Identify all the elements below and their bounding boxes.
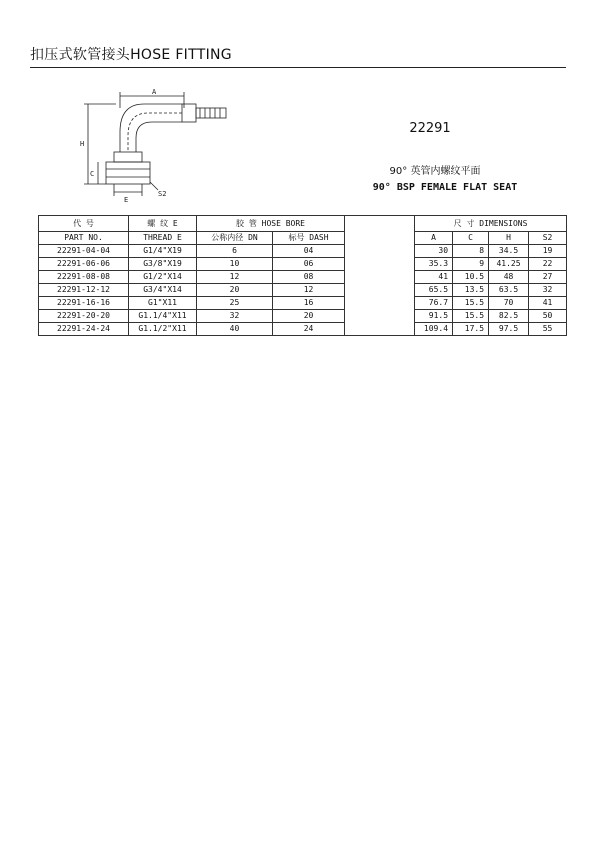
table-row (39, 284, 567, 297)
header-divider (30, 67, 566, 68)
bend-outer (120, 104, 182, 152)
cell-c: 8 (453, 245, 489, 258)
header-s2: S2 (529, 232, 567, 245)
cell-thread: G1.1/2"X11 (129, 323, 197, 336)
cell-s2: 32 (529, 284, 567, 297)
table-subheader-row (39, 232, 567, 245)
cell-dash: 12 (273, 284, 345, 297)
cell-part-no: 22291-20-20 (39, 310, 129, 323)
description-chinese: 90° 英管内螺纹平面 (389, 166, 481, 177)
cell-h: 41.25 (489, 258, 529, 271)
cell-dn: 20 (197, 284, 273, 297)
cell-a: 65.5 (415, 284, 453, 297)
cell-dn: 40 (197, 323, 273, 336)
header-c: C (453, 232, 489, 245)
cell-dash: 04 (273, 245, 345, 258)
cell-dash: 08 (273, 271, 345, 284)
cell-h: 63.5 (489, 284, 529, 297)
cell-thread: G1/4"X19 (129, 245, 197, 258)
specification-table (38, 215, 567, 336)
label-s2: S2 (158, 190, 167, 198)
cell-h: 97.5 (489, 323, 529, 336)
cell-c: 17.5 (453, 323, 489, 336)
cell-part-no: 22291-08-08 (39, 271, 129, 284)
blank-column (345, 216, 415, 336)
label-c: C (90, 170, 95, 178)
hose-stem (196, 108, 226, 118)
cell-s2: 22 (529, 258, 567, 271)
table-row (39, 310, 567, 323)
header-dash: 标号 DASH (273, 232, 345, 245)
table-row (39, 297, 567, 310)
hex-nut (106, 162, 150, 184)
cell-dash: 20 (273, 310, 345, 323)
cell-part-no: 22291-16-16 (39, 297, 129, 310)
cell-part-no: 22291-04-04 (39, 245, 129, 258)
cell-c: 10.5 (453, 271, 489, 284)
cell-dn: 6 (197, 245, 273, 258)
cell-thread: G1.1/4"X11 (129, 310, 197, 323)
cell-thread: G1/2"X14 (129, 271, 197, 284)
table-row (39, 323, 567, 336)
cell-c: 15.5 (453, 310, 489, 323)
cell-thread: G3/4"X14 (129, 284, 197, 297)
table-row (39, 258, 567, 271)
cell-s2: 50 (529, 310, 567, 323)
cell-h: 34.5 (489, 245, 529, 258)
header-hose-bore: 胶 管 HOSE BORE (197, 216, 345, 232)
cell-s2: 27 (529, 271, 567, 284)
cell-c: 13.5 (453, 284, 489, 297)
cell-dash: 16 (273, 297, 345, 310)
header-dimensions: 尺 寸 DIMENSIONS (415, 216, 567, 232)
header-dn: 公称内径 DN (197, 232, 273, 245)
cell-s2: 41 (529, 297, 567, 310)
neck (114, 152, 142, 162)
cell-h: 82.5 (489, 310, 529, 323)
header-thread: 螺 纹 E (129, 216, 197, 232)
label-a: A (152, 88, 157, 96)
header-h: H (489, 232, 529, 245)
cell-s2: 19 (529, 245, 567, 258)
cell-dn: 32 (197, 310, 273, 323)
description-english: 90° BSP FEMALE FLAT SEAT (372, 182, 518, 193)
cell-dash: 24 (273, 323, 345, 336)
cell-h: 70 (489, 297, 529, 310)
cell-a: 30 (415, 245, 453, 258)
cell-c: 9 (453, 258, 489, 271)
cell-a: 41 (415, 271, 453, 284)
cell-thread: G3/8"X19 (129, 258, 197, 271)
table-row (39, 245, 567, 258)
cell-dn: 10 (197, 258, 273, 271)
cell-part-no: 22291-12-12 (39, 284, 129, 297)
cell-a: 109.4 (415, 323, 453, 336)
fitting-drawing (72, 86, 252, 206)
cell-a: 35.3 (415, 258, 453, 271)
s2-leader (150, 182, 158, 190)
table-header-row (39, 216, 567, 232)
cell-s2: 55 (529, 323, 567, 336)
header-code: 代 号 (39, 216, 129, 232)
page-title: 扣压式软管接头HOSE FITTING (30, 47, 232, 63)
cell-a: 91.5 (415, 310, 453, 323)
cell-h: 48 (489, 271, 529, 284)
cell-part-no: 22291-24-24 (39, 323, 129, 336)
header-part-no: PART NO. (39, 232, 129, 245)
cell-part-no: 22291-06-06 (39, 258, 129, 271)
model-number: 22291 (409, 121, 451, 136)
cell-c: 15.5 (453, 297, 489, 310)
bend-inner (136, 122, 182, 152)
table-row (39, 271, 567, 284)
label-h: H (80, 140, 85, 148)
label-e: E (124, 196, 129, 204)
header-a: A (415, 232, 453, 245)
cell-dn: 12 (197, 271, 273, 284)
cell-dn: 25 (197, 297, 273, 310)
cell-a: 76.7 (415, 297, 453, 310)
cell-dash: 06 (273, 258, 345, 271)
cell-thread: G1"X11 (129, 297, 197, 310)
header-thread-e: THREAD E (129, 232, 197, 245)
